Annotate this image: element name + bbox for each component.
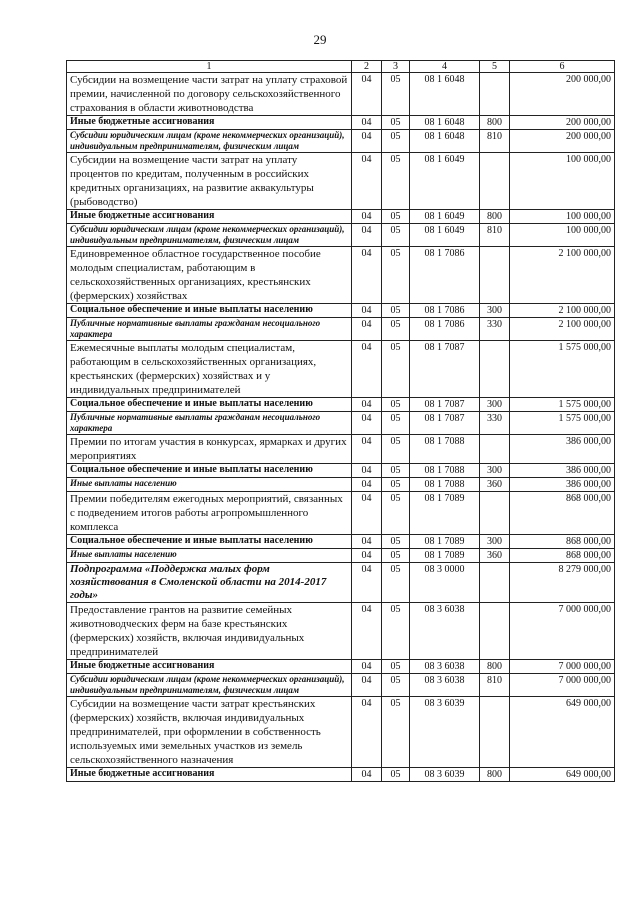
row-amount: 200 000,00 bbox=[510, 73, 615, 116]
row-name: Социальное обеспечение и иные выплаты населению bbox=[67, 464, 352, 478]
row-section: 04 bbox=[352, 304, 382, 318]
row-target-code: 08 1 7087 bbox=[410, 412, 480, 435]
row-expense-type: 360 bbox=[480, 478, 510, 492]
table-row bbox=[67, 116, 615, 130]
row-section: 04 bbox=[352, 660, 382, 674]
row-subsection: 05 bbox=[382, 563, 410, 603]
row-target-code: 08 1 7088 bbox=[410, 464, 480, 478]
row-section: 04 bbox=[352, 116, 382, 130]
row-section: 04 bbox=[352, 549, 382, 563]
row-subsection: 05 bbox=[382, 412, 410, 435]
row-target-code: 08 1 6049 bbox=[410, 210, 480, 224]
table-row bbox=[67, 73, 615, 116]
row-amount: 200 000,00 bbox=[510, 130, 615, 153]
row-target-code: 08 1 7089 bbox=[410, 535, 480, 549]
row-expense-type: 800 bbox=[480, 210, 510, 224]
row-expense-type bbox=[480, 697, 510, 768]
table-row bbox=[67, 247, 615, 304]
row-section: 04 bbox=[352, 535, 382, 549]
row-amount: 868 000,00 bbox=[510, 549, 615, 563]
row-section: 04 bbox=[352, 478, 382, 492]
row-name: Иные выплаты населению bbox=[67, 478, 352, 492]
row-name: Премии по итогам участия в конкурсах, ярмарках и других мероприятиях bbox=[67, 435, 352, 464]
row-subsection: 05 bbox=[382, 478, 410, 492]
row-subsection: 05 bbox=[382, 660, 410, 674]
row-expense-type bbox=[480, 341, 510, 398]
row-subsection: 05 bbox=[382, 603, 410, 660]
row-target-code: 08 1 6048 bbox=[410, 73, 480, 116]
row-section: 04 bbox=[352, 768, 382, 782]
row-amount: 100 000,00 bbox=[510, 153, 615, 210]
row-subsection: 05 bbox=[382, 768, 410, 782]
row-target-code: 08 1 7087 bbox=[410, 341, 480, 398]
row-amount: 1 575 000,00 bbox=[510, 398, 615, 412]
row-name: Публичные нормативные выплаты гражданам несоциального характера bbox=[67, 412, 352, 435]
row-subsection: 05 bbox=[382, 318, 410, 341]
row-section: 04 bbox=[352, 153, 382, 210]
row-target-code: 08 1 7088 bbox=[410, 478, 480, 492]
row-section: 04 bbox=[352, 412, 382, 435]
row-section: 04 bbox=[352, 318, 382, 341]
row-subsection: 05 bbox=[382, 304, 410, 318]
row-amount: 2 100 000,00 bbox=[510, 247, 615, 304]
row-expense-type: 800 bbox=[480, 116, 510, 130]
row-section: 04 bbox=[352, 73, 382, 116]
table-header-row bbox=[67, 61, 615, 73]
row-name: Субсидии юридическим лицам (кроме некоммерческих организаций), индивидуальным предпринимателям, физическим лицам bbox=[67, 130, 352, 153]
row-section: 04 bbox=[352, 464, 382, 478]
row-amount: 2 100 000,00 bbox=[510, 318, 615, 341]
row-amount: 649 000,00 bbox=[510, 768, 615, 782]
row-target-code: 08 3 6038 bbox=[410, 603, 480, 660]
row-expense-type: 300 bbox=[480, 304, 510, 318]
table-row bbox=[67, 153, 615, 210]
row-target-code: 08 3 0000 bbox=[410, 563, 480, 603]
row-name: Субсидии юридическим лицам (кроме некоммерческих организаций), индивидуальным предпринимателям, физическим лицам bbox=[67, 224, 352, 247]
row-target-code: 08 1 7087 bbox=[410, 398, 480, 412]
row-subsection: 05 bbox=[382, 153, 410, 210]
row-target-code: 08 3 6039 bbox=[410, 768, 480, 782]
table-row bbox=[67, 674, 615, 697]
table-row bbox=[67, 398, 615, 412]
row-target-code: 08 3 6039 bbox=[410, 697, 480, 768]
header-col-2: 2 bbox=[352, 61, 382, 73]
row-target-code: 08 3 6038 bbox=[410, 660, 480, 674]
table-row bbox=[67, 224, 615, 247]
table-row bbox=[67, 660, 615, 674]
row-subsection: 05 bbox=[382, 224, 410, 247]
row-subsection: 05 bbox=[382, 549, 410, 563]
row-subsection: 05 bbox=[382, 341, 410, 398]
row-name: Субсидии на возмещение части затрат крестьянских (фермерских) хозяйств, включая индивидуальных предпринимателей, при оформлении в собственность используемых ими земельных участков из земель сельскохозяйственного назначения bbox=[67, 697, 352, 768]
row-expense-type: 810 bbox=[480, 130, 510, 153]
row-name: Иные бюджетные ассигнования bbox=[67, 116, 352, 130]
row-section: 04 bbox=[352, 674, 382, 697]
row-expense-type bbox=[480, 73, 510, 116]
table-row bbox=[67, 464, 615, 478]
row-section: 04 bbox=[352, 563, 382, 603]
table-row bbox=[67, 697, 615, 768]
row-name: Иные бюджетные ассигнования bbox=[67, 768, 352, 782]
row-expense-type: 800 bbox=[480, 768, 510, 782]
row-amount: 8 279 000,00 bbox=[510, 563, 615, 603]
row-name: Премии победителям ежегодных мероприятий, связанных с подведением итогов работы агропромышленного комплекса bbox=[67, 492, 352, 535]
row-expense-type bbox=[480, 153, 510, 210]
row-section: 04 bbox=[352, 247, 382, 304]
table-row bbox=[67, 549, 615, 563]
row-subsection: 05 bbox=[382, 247, 410, 304]
table-row bbox=[67, 318, 615, 341]
row-expense-type bbox=[480, 563, 510, 603]
row-target-code: 08 1 6048 bbox=[410, 116, 480, 130]
row-target-code: 08 1 7086 bbox=[410, 247, 480, 304]
row-target-code: 08 1 7089 bbox=[410, 549, 480, 563]
row-amount: 868 000,00 bbox=[510, 492, 615, 535]
row-name: Публичные нормативные выплаты гражданам несоциального характера bbox=[67, 318, 352, 341]
row-subsection: 05 bbox=[382, 73, 410, 116]
row-subsection: 05 bbox=[382, 674, 410, 697]
header-col-3: 3 bbox=[382, 61, 410, 73]
row-name: Иные бюджетные ассигнования bbox=[67, 660, 352, 674]
table-row bbox=[67, 563, 615, 603]
page-number: 29 bbox=[313, 32, 327, 47]
row-expense-type bbox=[480, 492, 510, 535]
row-subsection: 05 bbox=[382, 398, 410, 412]
table-row bbox=[67, 304, 615, 318]
row-amount: 386 000,00 bbox=[510, 435, 615, 464]
row-name: Социальное обеспечение и иные выплаты населению bbox=[67, 535, 352, 549]
budget-table bbox=[66, 60, 615, 782]
header-col-5: 5 bbox=[480, 61, 510, 73]
row-name: Подпрограмма «Поддержка малых форм хозяйствования в Смоленской области на 2014-2017 годы» bbox=[67, 563, 352, 603]
row-name: Иные бюджетные ассигнования bbox=[67, 210, 352, 224]
row-expense-type: 360 bbox=[480, 549, 510, 563]
table-row bbox=[67, 130, 615, 153]
row-section: 04 bbox=[352, 130, 382, 153]
row-section: 04 bbox=[352, 435, 382, 464]
row-target-code: 08 1 7086 bbox=[410, 318, 480, 341]
row-expense-type: 300 bbox=[480, 464, 510, 478]
row-name: Социальное обеспечение и иные выплаты населению bbox=[67, 398, 352, 412]
row-section: 04 bbox=[352, 492, 382, 535]
row-expense-type bbox=[480, 247, 510, 304]
row-target-code: 08 1 7088 bbox=[410, 435, 480, 464]
row-target-code: 08 1 6049 bbox=[410, 153, 480, 210]
row-name: Ежемесячные выплаты молодым специалистам, работающим в сельскохозяйственных организациях, крестьянских (фермерских) хозяйствах и у индивидуальных предпринимателей bbox=[67, 341, 352, 398]
row-amount: 386 000,00 bbox=[510, 464, 615, 478]
table-row bbox=[67, 768, 615, 782]
row-name: Иные выплаты населению bbox=[67, 549, 352, 563]
row-name: Субсидии на возмещение части затрат на уплату страховой премии, начисленной по договору сельскохозяйственного страхования в области животноводства bbox=[67, 73, 352, 116]
row-target-code: 08 3 6038 bbox=[410, 674, 480, 697]
row-expense-type: 810 bbox=[480, 674, 510, 697]
row-expense-type bbox=[480, 603, 510, 660]
row-expense-type: 300 bbox=[480, 398, 510, 412]
row-name: Субсидии на возмещение части затрат на уплату процентов по кредитам, полученным в российских кредитных организациях, на развитие аквакультуры (рыбоводство) bbox=[67, 153, 352, 210]
row-subsection: 05 bbox=[382, 492, 410, 535]
table-row bbox=[67, 210, 615, 224]
row-section: 04 bbox=[352, 210, 382, 224]
row-amount: 7 000 000,00 bbox=[510, 674, 615, 697]
row-amount: 2 100 000,00 bbox=[510, 304, 615, 318]
row-section: 04 bbox=[352, 341, 382, 398]
row-name: Единовременное областное государственное пособие молодым специалистам, работающим в сельскохозяйственных организациях, крестьянских (фермерских) хозяйствах bbox=[67, 247, 352, 304]
row-subsection: 05 bbox=[382, 435, 410, 464]
row-target-code: 08 1 7086 bbox=[410, 304, 480, 318]
table-row bbox=[67, 535, 615, 549]
row-amount: 1 575 000,00 bbox=[510, 341, 615, 398]
row-amount: 7 000 000,00 bbox=[510, 603, 615, 660]
row-amount: 100 000,00 bbox=[510, 210, 615, 224]
row-name: Предоставление грантов на развитие семейных животноводческих ферм на базе крестьянских (фермерских) хозяйств, включая индивидуальных предпринимателей bbox=[67, 603, 352, 660]
row-expense-type: 810 bbox=[480, 224, 510, 247]
header-col-6: 6 bbox=[510, 61, 615, 73]
row-amount: 868 000,00 bbox=[510, 535, 615, 549]
row-target-code: 08 1 6049 bbox=[410, 224, 480, 247]
table-row bbox=[67, 412, 615, 435]
row-subsection: 05 bbox=[382, 535, 410, 549]
row-subsection: 05 bbox=[382, 697, 410, 768]
row-subsection: 05 bbox=[382, 210, 410, 224]
row-expense-type: 330 bbox=[480, 412, 510, 435]
row-name: Социальное обеспечение и иные выплаты населению bbox=[67, 304, 352, 318]
row-amount: 1 575 000,00 bbox=[510, 412, 615, 435]
row-amount: 649 000,00 bbox=[510, 697, 615, 768]
header-col-1: 1 bbox=[67, 61, 352, 73]
row-name: Субсидии юридическим лицам (кроме некоммерческих организаций), индивидуальным предпринимателям, физическим лицам bbox=[67, 674, 352, 697]
row-expense-type: 330 bbox=[480, 318, 510, 341]
row-amount: 386 000,00 bbox=[510, 478, 615, 492]
row-section: 04 bbox=[352, 224, 382, 247]
row-expense-type bbox=[480, 435, 510, 464]
row-subsection: 05 bbox=[382, 116, 410, 130]
row-amount: 100 000,00 bbox=[510, 224, 615, 247]
row-section: 04 bbox=[352, 603, 382, 660]
table-row bbox=[67, 492, 615, 535]
row-expense-type: 300 bbox=[480, 535, 510, 549]
table-row bbox=[67, 603, 615, 660]
table-row bbox=[67, 341, 615, 398]
header-col-4: 4 bbox=[410, 61, 480, 73]
row-target-code: 08 1 7089 bbox=[410, 492, 480, 535]
table-row bbox=[67, 478, 615, 492]
row-amount: 7 000 000,00 bbox=[510, 660, 615, 674]
row-expense-type: 800 bbox=[480, 660, 510, 674]
row-section: 04 bbox=[352, 398, 382, 412]
row-target-code: 08 1 6048 bbox=[410, 130, 480, 153]
row-subsection: 05 bbox=[382, 130, 410, 153]
table-row bbox=[67, 435, 615, 464]
row-section: 04 bbox=[352, 697, 382, 768]
row-amount: 200 000,00 bbox=[510, 116, 615, 130]
row-subsection: 05 bbox=[382, 464, 410, 478]
